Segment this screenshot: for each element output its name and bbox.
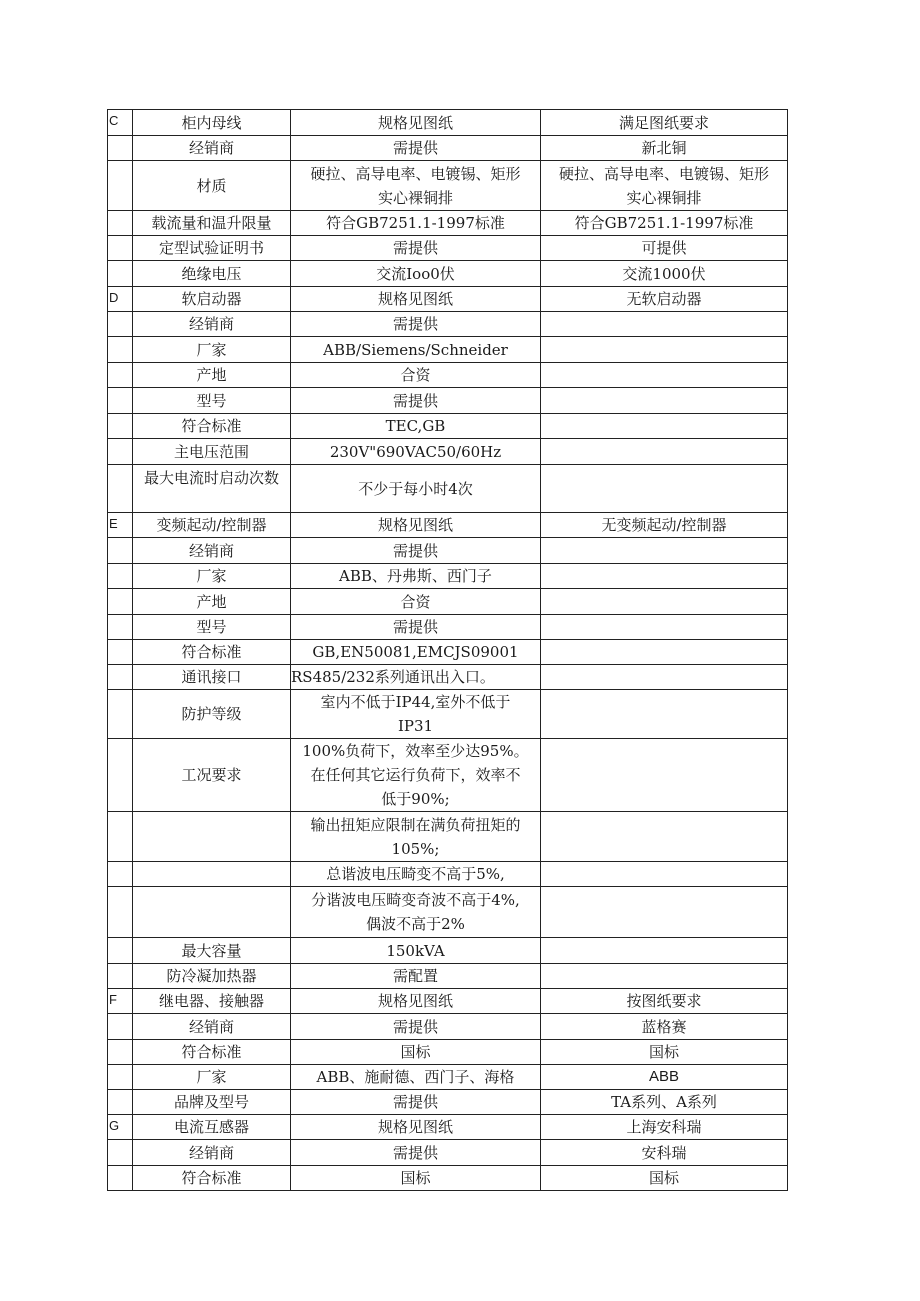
item-name-cell xyxy=(133,589,291,615)
offered-spec-cell xyxy=(541,136,788,161)
item-name: 经销商 xyxy=(188,139,234,157)
required-spec: 需提供 xyxy=(392,1017,438,1036)
required-spec-cell xyxy=(291,887,541,938)
section-letter xyxy=(108,1090,133,1115)
offered-spec: 国标 xyxy=(648,1169,679,1187)
offered-spec-cell xyxy=(541,1090,788,1115)
required-spec: 需配置 xyxy=(392,967,438,985)
item-name-cell xyxy=(133,312,291,337)
offered-spec-cell xyxy=(541,465,788,513)
item-name-cell xyxy=(133,363,291,388)
section-letter xyxy=(108,211,133,236)
required-spec-cell xyxy=(291,640,541,665)
table-row xyxy=(108,312,788,337)
table-row xyxy=(108,211,788,236)
required-spec-cell xyxy=(291,236,541,261)
required-spec-cell xyxy=(291,812,541,862)
offered-spec: 满足图纸要求 xyxy=(618,113,709,132)
item-name: 最大容量 xyxy=(181,941,242,960)
section-letter xyxy=(108,690,133,739)
table-row xyxy=(108,1115,788,1140)
required-spec: 规格见图纸 xyxy=(377,290,453,308)
item-name: 防护等级 xyxy=(181,705,242,723)
item-name: 最大电流时启动次数 xyxy=(143,469,279,487)
offered-spec-cell xyxy=(541,938,788,964)
required-spec-cell xyxy=(291,465,541,513)
required-spec: ABB/Siemens/Schneider xyxy=(323,340,508,359)
required-spec: 合资 xyxy=(400,366,431,384)
item-name: 柜内母线 xyxy=(181,113,242,132)
section-letter xyxy=(108,261,133,287)
offered-spec-cell xyxy=(541,261,788,287)
table-row xyxy=(108,812,788,862)
item-name: 符合标准 xyxy=(181,417,242,435)
table-row xyxy=(108,287,788,312)
required-spec-cell xyxy=(291,1140,541,1166)
section-letter xyxy=(108,887,133,938)
table-row xyxy=(108,110,788,136)
item-name: 厂家 xyxy=(196,1068,227,1086)
required-spec: 100%负荷下，效率至少达95%。 在任何其它运行负荷下，效率不 低于90%; xyxy=(302,742,529,808)
table-row xyxy=(108,388,788,414)
section-letter: E xyxy=(108,513,133,538)
required-spec-cell xyxy=(291,337,541,363)
table-row xyxy=(108,589,788,615)
item-name-cell xyxy=(133,615,291,640)
item-name-cell xyxy=(133,538,291,564)
required-spec: GB,EN50081,EMCJS09001 xyxy=(312,643,519,661)
item-name: 工况要求 xyxy=(181,766,242,784)
required-spec-cell xyxy=(291,414,541,439)
offered-spec-cell xyxy=(541,964,788,989)
table-row xyxy=(108,161,788,211)
required-spec-cell xyxy=(291,388,541,414)
offered-spec-cell xyxy=(541,211,788,236)
required-spec: 需提供 xyxy=(392,139,438,157)
item-name-cell xyxy=(133,161,291,211)
table-row xyxy=(108,261,788,287)
section-letter: G xyxy=(108,1115,133,1140)
offered-spec-cell xyxy=(541,439,788,465)
required-spec: 需提供 xyxy=(392,315,438,333)
required-spec: 不少于每小时4次 xyxy=(358,479,473,498)
required-spec-cell xyxy=(291,564,541,589)
table-row xyxy=(108,513,788,538)
table-row xyxy=(108,414,788,439)
item-name-cell xyxy=(133,887,291,938)
offered-spec-cell xyxy=(541,690,788,739)
table-row xyxy=(108,439,788,465)
item-name: 经销商 xyxy=(188,1143,234,1162)
offered-spec-cell xyxy=(541,312,788,337)
required-spec: 需提供 xyxy=(392,391,438,410)
required-spec-cell xyxy=(291,211,541,236)
table-row xyxy=(108,136,788,161)
offered-spec-cell xyxy=(541,862,788,887)
section-letter xyxy=(108,589,133,615)
required-spec: RS485/232系列通讯出入口。 xyxy=(291,668,495,686)
required-spec-cell xyxy=(291,665,541,690)
required-spec-cell xyxy=(291,690,541,739)
section-letter xyxy=(108,136,133,161)
section-letter: C xyxy=(108,110,133,136)
offered-spec-cell xyxy=(541,640,788,665)
section-letter xyxy=(108,1065,133,1090)
offered-spec: 按图纸要求 xyxy=(626,992,702,1010)
required-spec-cell xyxy=(291,161,541,211)
item-name: 型号 xyxy=(196,391,227,410)
table-row xyxy=(108,1065,788,1090)
item-name: 软启动器 xyxy=(181,290,242,308)
item-name-cell xyxy=(133,1140,291,1166)
required-spec-cell xyxy=(291,989,541,1014)
required-spec-cell xyxy=(291,110,541,136)
offered-spec-cell xyxy=(541,287,788,312)
item-name: 继电器、接触器 xyxy=(158,992,264,1010)
section-letter xyxy=(108,665,133,690)
section-letter xyxy=(108,1040,133,1065)
section-letter xyxy=(108,1140,133,1166)
required-spec: ABB、丹弗斯、西门子 xyxy=(339,567,492,585)
offered-spec-cell xyxy=(541,236,788,261)
table-row xyxy=(108,1040,788,1065)
item-name-cell xyxy=(133,388,291,414)
offered-spec-cell xyxy=(541,812,788,862)
offered-spec-cell xyxy=(541,739,788,812)
offered-spec: 无软启动器 xyxy=(626,290,702,308)
required-spec-cell xyxy=(291,1090,541,1115)
item-name: 品牌及型号 xyxy=(173,1093,249,1111)
offered-spec: 新北铜 xyxy=(641,139,687,157)
item-name-cell xyxy=(133,439,291,465)
item-name: 电流互感器 xyxy=(173,1118,249,1136)
item-name-cell xyxy=(133,337,291,363)
item-name: 经销商 xyxy=(188,315,234,333)
offered-spec: 交流1000伏 xyxy=(622,264,706,283)
required-spec: 规格见图纸 xyxy=(377,992,453,1010)
required-spec: 150kVA xyxy=(386,941,445,960)
table-row xyxy=(108,665,788,690)
required-spec: 规格见图纸 xyxy=(377,113,453,132)
offered-spec-cell xyxy=(541,388,788,414)
required-spec: 需提供 xyxy=(392,618,438,636)
item-name-cell xyxy=(133,1014,291,1040)
required-spec: 交流Ioo0伏 xyxy=(376,264,455,283)
required-spec-cell xyxy=(291,615,541,640)
required-spec-cell xyxy=(291,938,541,964)
table-row xyxy=(108,363,788,388)
item-name-cell xyxy=(133,938,291,964)
section-letter xyxy=(108,1014,133,1040)
item-name-cell xyxy=(133,1166,291,1191)
offered-spec-cell xyxy=(541,363,788,388)
required-spec-cell xyxy=(291,1115,541,1140)
table-row xyxy=(108,887,788,938)
offered-spec-cell xyxy=(541,1115,788,1140)
required-spec: 分谐波电压畸变奇波不高于4%, 偶波不高于2% xyxy=(311,891,520,933)
offered-spec-cell xyxy=(541,589,788,615)
item-name: 绝缘电压 xyxy=(181,264,242,283)
required-spec-cell xyxy=(291,513,541,538)
item-name-cell xyxy=(133,110,291,136)
item-name-cell xyxy=(133,513,291,538)
offered-spec: TA系列、A系列 xyxy=(611,1093,717,1111)
item-name-cell xyxy=(133,414,291,439)
offered-spec-cell xyxy=(541,513,788,538)
item-name-cell xyxy=(133,1115,291,1140)
table-row xyxy=(108,690,788,739)
item-name-cell xyxy=(133,640,291,665)
offered-spec: 蓝格赛 xyxy=(641,1017,687,1036)
section-letter xyxy=(108,812,133,862)
section-letter xyxy=(108,564,133,589)
required-spec-cell xyxy=(291,136,541,161)
table-row xyxy=(108,938,788,964)
table-row xyxy=(108,337,788,363)
table-row xyxy=(108,1090,788,1115)
section-letter xyxy=(108,862,133,887)
required-spec: 国标 xyxy=(400,1043,431,1061)
offered-spec: 国标 xyxy=(648,1043,679,1061)
item-name: 符合标准 xyxy=(181,1169,242,1187)
table-row xyxy=(108,564,788,589)
section-letter: F xyxy=(108,989,133,1014)
required-spec: TEC,GB xyxy=(385,417,446,435)
item-name: 经销商 xyxy=(188,1017,234,1036)
required-spec: 输出扭矩应限制在满负荷扭矩的 105%; xyxy=(310,815,521,858)
offered-spec-cell xyxy=(541,1014,788,1040)
required-spec: 需提供 xyxy=(392,1093,438,1111)
table-row xyxy=(108,1014,788,1040)
required-spec: 规格见图纸 xyxy=(377,1118,453,1136)
item-name: 厂家 xyxy=(196,567,227,585)
offered-spec: 可提供 xyxy=(641,239,687,257)
required-spec-cell xyxy=(291,363,541,388)
section-letter xyxy=(108,236,133,261)
item-name-cell xyxy=(133,136,291,161)
offered-spec-cell xyxy=(541,337,788,363)
required-spec-cell xyxy=(291,1014,541,1040)
required-spec-cell xyxy=(291,589,541,615)
required-spec: 总谐波电压畸变不高于5%, xyxy=(326,865,505,883)
offered-spec: 无变频起动/控制器 xyxy=(601,516,727,534)
required-spec: 符合GB7251.1-1997标准 xyxy=(326,214,505,232)
section-letter xyxy=(108,538,133,564)
item-name: 厂家 xyxy=(196,340,227,359)
table-row xyxy=(108,1140,788,1166)
required-spec: 硬拉、高导电率、电镀锡、矩形 实心裸铜排 xyxy=(310,164,521,207)
item-name-cell xyxy=(133,1065,291,1090)
required-spec: 规格见图纸 xyxy=(377,516,453,534)
required-spec: 需提供 xyxy=(392,1143,438,1162)
item-name-cell xyxy=(133,1040,291,1065)
offered-spec-cell xyxy=(541,989,788,1014)
section-letter xyxy=(108,640,133,665)
section-letter xyxy=(108,739,133,812)
section-letter xyxy=(108,414,133,439)
section-letter xyxy=(108,465,133,513)
table-body xyxy=(108,110,788,1191)
required-spec: 国标 xyxy=(400,1169,431,1187)
table-row xyxy=(108,640,788,665)
offered-spec-cell xyxy=(541,110,788,136)
offered-spec-cell xyxy=(541,665,788,690)
required-spec-cell xyxy=(291,538,541,564)
required-spec-cell xyxy=(291,862,541,887)
table-row xyxy=(108,538,788,564)
item-name-cell xyxy=(133,465,291,513)
offered-spec: ABB xyxy=(648,1068,679,1085)
required-spec: 室内不低于IP44,室外不低于 IP31 xyxy=(320,693,511,735)
offered-spec-cell xyxy=(541,887,788,938)
offered-spec-cell xyxy=(541,1140,788,1166)
item-name: 通讯接口 xyxy=(181,668,242,686)
required-spec-cell xyxy=(291,287,541,312)
item-name-cell xyxy=(133,261,291,287)
section-letter xyxy=(108,388,133,414)
item-name-cell xyxy=(133,739,291,812)
item-name-cell xyxy=(133,862,291,887)
item-name: 产地 xyxy=(196,366,227,384)
section-letter: D xyxy=(108,287,133,312)
item-name: 符合标准 xyxy=(181,643,242,661)
item-name: 定型试验证明书 xyxy=(158,239,264,257)
offered-spec: 上海安科瑞 xyxy=(626,1118,702,1136)
table-row xyxy=(108,1166,788,1191)
item-name: 变频起动/控制器 xyxy=(156,516,267,534)
offered-spec: 硬拉、高导电率、电镀锡、矩形 实心裸铜排 xyxy=(558,164,769,207)
item-name-cell xyxy=(133,812,291,862)
required-spec-cell xyxy=(291,261,541,287)
section-letter xyxy=(108,337,133,363)
required-spec-cell xyxy=(291,312,541,337)
item-name-cell xyxy=(133,690,291,739)
section-letter xyxy=(108,964,133,989)
section-letter xyxy=(108,615,133,640)
section-letter xyxy=(108,938,133,964)
offered-spec-cell xyxy=(541,615,788,640)
required-spec: ABB、施耐德、西门子、海格 xyxy=(316,1068,515,1086)
required-spec-cell xyxy=(291,964,541,989)
item-name: 产地 xyxy=(196,592,227,611)
item-name-cell xyxy=(133,236,291,261)
item-name-cell xyxy=(133,989,291,1014)
offered-spec: 符合GB7251.1-1997标准 xyxy=(574,214,754,232)
required-spec: 需提供 xyxy=(392,541,438,560)
section-letter xyxy=(108,363,133,388)
offered-spec-cell xyxy=(541,1166,788,1191)
item-name-cell xyxy=(133,211,291,236)
offered-spec-cell xyxy=(541,414,788,439)
item-name: 主电压范围 xyxy=(173,442,249,461)
offered-spec: 安科瑞 xyxy=(641,1143,687,1162)
item-name: 材质 xyxy=(196,176,227,195)
section-letter xyxy=(108,439,133,465)
table-row xyxy=(108,964,788,989)
item-name-cell xyxy=(133,665,291,690)
offered-spec-cell xyxy=(541,1065,788,1090)
required-spec-cell xyxy=(291,1040,541,1065)
table-row xyxy=(108,862,788,887)
item-name: 防冷凝加热器 xyxy=(166,967,257,985)
offered-spec-cell xyxy=(541,161,788,211)
offered-spec-cell xyxy=(541,564,788,589)
required-spec: 合资 xyxy=(400,592,431,611)
required-spec-cell xyxy=(291,1065,541,1090)
section-letter xyxy=(108,161,133,211)
table-row xyxy=(108,615,788,640)
section-letter xyxy=(108,1166,133,1191)
item-name-cell xyxy=(133,964,291,989)
item-name: 符合标准 xyxy=(181,1043,242,1061)
required-spec: 230V"690VAC50/60Hz xyxy=(329,442,502,461)
table-row xyxy=(108,465,788,513)
offered-spec-cell xyxy=(541,538,788,564)
table-row xyxy=(108,989,788,1014)
required-spec-cell xyxy=(291,439,541,465)
table-row xyxy=(108,739,788,812)
section-letter xyxy=(108,312,133,337)
item-name: 载流量和温升限量 xyxy=(151,214,272,232)
table-row xyxy=(108,236,788,261)
required-spec-cell xyxy=(291,1166,541,1191)
item-name: 经销商 xyxy=(188,541,234,560)
specification-table xyxy=(107,109,788,1191)
item-name-cell xyxy=(133,564,291,589)
item-name-cell xyxy=(133,287,291,312)
offered-spec-cell xyxy=(541,1040,788,1065)
item-name-cell xyxy=(133,1090,291,1115)
required-spec: 需提供 xyxy=(392,239,438,257)
required-spec-cell xyxy=(291,739,541,812)
item-name: 型号 xyxy=(196,618,227,636)
